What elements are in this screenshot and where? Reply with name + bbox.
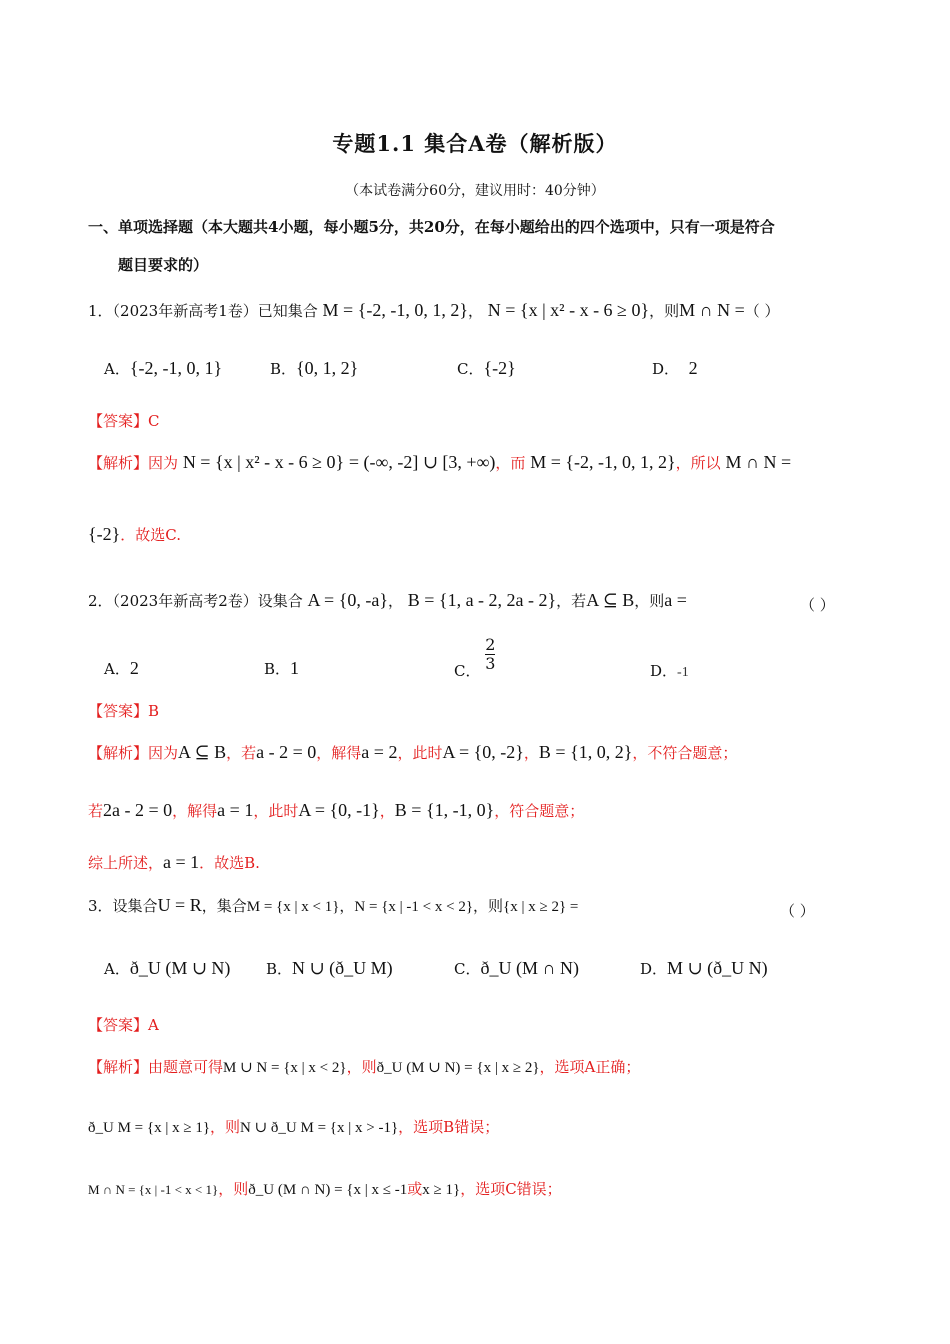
q2-analysis-line3 bbox=[88, 852, 260, 873]
question-ask: a = bbox=[664, 590, 687, 610]
analysis-math: A = {0, -1} bbox=[298, 800, 380, 820]
fraction-numerator: 2 bbox=[485, 635, 496, 654]
analysis-math: N = {x | x² - x - 6 ≥ 0} bbox=[182, 452, 345, 472]
option-label: B． bbox=[266, 960, 293, 978]
question-ask: M ∩ N = bbox=[679, 300, 745, 320]
option-label: D． bbox=[652, 360, 680, 378]
option-value: 1 bbox=[290, 658, 300, 678]
option-value: {0, 1, 2} bbox=[296, 358, 359, 378]
analysis-math: M ∩ N = bbox=[725, 452, 792, 472]
option-label: B． bbox=[270, 360, 297, 378]
fraction-denominator: 3 bbox=[485, 654, 496, 673]
q3-option-c bbox=[454, 958, 579, 979]
comma: ， bbox=[387, 592, 403, 610]
condition: A ⊆ B bbox=[586, 590, 635, 610]
q3-option-d bbox=[640, 958, 768, 979]
set-m: M = {-2, -1, 0, 1, 2} bbox=[322, 300, 468, 320]
q2-option-a bbox=[104, 658, 139, 679]
option-label: A． bbox=[104, 660, 130, 678]
analysis-text: ，解得 bbox=[316, 744, 362, 762]
analysis-text: ．故选B. bbox=[199, 854, 260, 872]
analysis-text: ，所以 bbox=[675, 454, 721, 472]
analysis-text: ， bbox=[523, 744, 539, 762]
q2-option-d bbox=[650, 660, 689, 681]
analysis-label: 【解析】 bbox=[88, 744, 149, 762]
then-text: ，则 bbox=[634, 592, 665, 610]
analysis-math: N ∪ ð_U M = {x | x > -1} bbox=[240, 1120, 399, 1136]
option-label: C． bbox=[454, 662, 481, 680]
analysis-text: ，符合题意； bbox=[494, 802, 585, 820]
analysis-math: a = 1 bbox=[217, 800, 254, 820]
analysis-math: ð_U (M ∪ N) = {x | x ≥ 2} bbox=[376, 1060, 540, 1076]
question-number: 2． bbox=[88, 592, 113, 610]
analysis-math: a = 2 bbox=[361, 742, 398, 762]
if-text: ，若 bbox=[556, 592, 587, 610]
question-source: （2023年新高考1卷）已知集合 bbox=[112, 302, 318, 320]
option-value: 2 bbox=[688, 358, 698, 378]
q3-analysis-line1 bbox=[88, 1056, 640, 1077]
analysis-label: 【解析】 bbox=[88, 1058, 149, 1076]
set-n: N = {x | -1 < x < 2} bbox=[354, 899, 474, 915]
q2-answer-paren: （ ） bbox=[800, 596, 835, 614]
analysis-math: = (-∞, -2] ∪ [3, +∞) bbox=[348, 452, 496, 472]
question-text: 设集合 bbox=[112, 897, 158, 915]
analysis-math: B = {1, 0, 2} bbox=[538, 742, 633, 762]
analysis-text: ，此时 bbox=[397, 744, 443, 762]
answer-paren: （ ） bbox=[744, 302, 780, 320]
q2-option-b bbox=[264, 658, 299, 679]
analysis-text: 由题意可得 bbox=[148, 1058, 224, 1076]
option-value: M ∪ (ð_U N) bbox=[667, 958, 768, 978]
analysis-math: {-2} bbox=[88, 524, 121, 544]
q3-option-a bbox=[104, 958, 230, 979]
analysis-math: B = {1, -1, 0} bbox=[394, 800, 495, 820]
analysis-math: M ∩ N = {x | -1 < x < 1} bbox=[88, 1182, 219, 1197]
set-m: M = {x | x < 1} bbox=[246, 899, 340, 915]
analysis-text: ，不符合题意； bbox=[632, 744, 738, 762]
set-u: U = R bbox=[157, 895, 202, 915]
option-value: ð_U (M ∪ N) bbox=[129, 958, 231, 978]
analysis-text: ，若 bbox=[226, 744, 257, 762]
option-value: ð_U (M ∩ N) bbox=[480, 958, 579, 978]
q3-option-b bbox=[266, 958, 393, 979]
fraction bbox=[485, 636, 495, 673]
analysis-math: M ∪ N = {x | x < 2} bbox=[223, 1060, 347, 1076]
option-value: N ∪ (ð_U M) bbox=[292, 958, 393, 978]
q2-analysis-line2 bbox=[88, 800, 584, 821]
q1-option-a bbox=[104, 358, 222, 379]
analysis-math: A = {0, -2} bbox=[442, 742, 524, 762]
analysis-text: ， bbox=[379, 802, 395, 820]
comma: ， bbox=[467, 302, 483, 320]
analysis-label: 【解析】 bbox=[88, 454, 149, 472]
option-label: A． bbox=[104, 960, 130, 978]
q3-answer-paren: （ ） bbox=[780, 902, 815, 920]
q2-answer: 【答案】B bbox=[88, 702, 160, 720]
q3-analysis-line2 bbox=[88, 1116, 499, 1137]
option-value: {-2} bbox=[483, 358, 516, 378]
option-label: C． bbox=[454, 960, 481, 978]
option-label: C． bbox=[457, 360, 484, 378]
q2-option-c bbox=[454, 636, 495, 681]
analysis-text: ，则 bbox=[210, 1118, 241, 1136]
section-heading-line1: 一、单项选择题（本大题共4小题，每小题5分，共20分，在每小题给出的四个选项中，只有一项是符合 bbox=[88, 218, 775, 236]
q3-analysis-line3 bbox=[88, 1178, 562, 1199]
analysis-math: a - 2 = 0 bbox=[256, 742, 317, 762]
question-2-stem bbox=[88, 590, 687, 611]
analysis-math: 2a - 2 = 0 bbox=[103, 800, 173, 820]
analysis-text: 因为 bbox=[148, 744, 179, 762]
question-ask: {x | x ≥ 2} = bbox=[503, 899, 579, 915]
analysis-math: ð_U (M ∩ N) = {x | x ≤ -1 bbox=[248, 1182, 408, 1198]
analysis-math: A ⊆ B bbox=[178, 742, 227, 762]
analysis-text: 若 bbox=[88, 802, 104, 820]
question-number: 3． bbox=[88, 897, 113, 915]
q1-analysis-line1 bbox=[88, 452, 791, 473]
analysis-math: M = {-2, -1, 0, 1, 2} bbox=[530, 452, 676, 472]
option-label: D． bbox=[650, 662, 678, 680]
q1-option-b bbox=[270, 358, 358, 379]
q1-analysis-line2 bbox=[88, 524, 181, 545]
question-number: 1． bbox=[88, 302, 113, 320]
q1-option-c bbox=[457, 358, 516, 379]
analysis-text: ，而 bbox=[495, 454, 526, 472]
analysis-text: 综上所述， bbox=[88, 854, 164, 872]
set-b: B = {1, a - 2, 2a - 2} bbox=[407, 590, 557, 610]
option-label: D． bbox=[640, 960, 668, 978]
section-heading-line2: 题目要求的） bbox=[118, 256, 209, 274]
option-label: A． bbox=[104, 360, 130, 378]
set-n: N = {x | x² - x - 6 ≥ 0} bbox=[487, 300, 650, 320]
analysis-math: ð_U M = {x | x ≥ 1} bbox=[88, 1120, 211, 1136]
set-a: A = {0, -a} bbox=[307, 590, 388, 610]
page-title: 专题1.1 集合A卷（解析版） bbox=[332, 131, 618, 156]
then-text: ，则 bbox=[649, 302, 680, 320]
analysis-text: ，则 bbox=[346, 1058, 377, 1076]
question-3-stem bbox=[88, 895, 578, 916]
option-value: 2 bbox=[129, 658, 139, 678]
analysis-text: ，选项C错误； bbox=[460, 1180, 562, 1198]
analysis-text: 因为 bbox=[148, 454, 179, 472]
analysis-math: a = 1 bbox=[163, 852, 200, 872]
analysis-text: ．故选C. bbox=[120, 526, 181, 544]
question-text: ，集合 bbox=[201, 897, 247, 915]
analysis-text: ，此时 bbox=[253, 802, 299, 820]
q1-answer: 【答案】C bbox=[88, 412, 160, 430]
page-subtitle: （本试卷满分60分，建议用时：40分钟） bbox=[345, 183, 605, 199]
analysis-text: ，选项A正确； bbox=[539, 1058, 641, 1076]
comma: ， bbox=[339, 897, 355, 915]
analysis-text: ，解得 bbox=[172, 802, 218, 820]
analysis-math: x ≥ 1} bbox=[422, 1182, 461, 1198]
analysis-text: ，选项B错误； bbox=[398, 1118, 500, 1136]
q2-analysis-line1 bbox=[88, 742, 737, 763]
then-text: ，则 bbox=[473, 897, 504, 915]
option-label: B． bbox=[264, 660, 291, 678]
option-value: {-2, -1, 0, 1} bbox=[129, 358, 223, 378]
question-source: （2023年新高考2卷）设集合 bbox=[112, 592, 303, 610]
analysis-text: 或 bbox=[407, 1180, 423, 1198]
question-1-stem bbox=[88, 300, 780, 321]
analysis-text: ，则 bbox=[218, 1180, 249, 1198]
q3-answer: 【答案】A bbox=[88, 1016, 159, 1034]
option-value: -1 bbox=[677, 665, 689, 680]
q1-option-d bbox=[652, 358, 698, 379]
